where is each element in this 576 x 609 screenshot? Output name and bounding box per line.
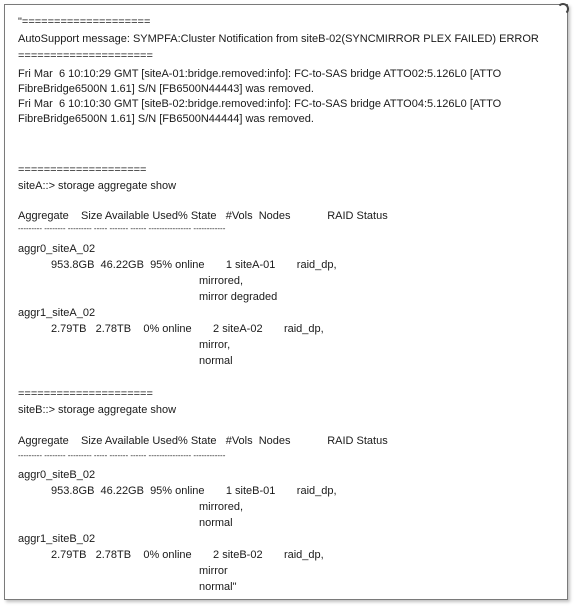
event-line-3: Fri Mar 6 10:10:30 GMT [siteB-02:bridge.removed:info]: FC-to-SAS bridge ATTO04:5.126L0 [ATTO	[18, 98, 502, 110]
siteB-aggr1-status-2: mirror	[199, 565, 228, 577]
subject-separator: =====================	[18, 50, 153, 62]
siteB-table-header: Aggregate Size Available Used% State #Vols Nodes RAID Status	[18, 435, 388, 447]
siteA-aggr0-row: 953.8GB 46.22GB 95% online 1 siteA-01 raid_dp,	[51, 259, 337, 271]
siteB-aggr1-status-3: normal"	[199, 581, 237, 593]
siteA-separator: ====================	[18, 164, 147, 176]
message-frame	[4, 4, 568, 600]
siteB-aggr0-status-2: mirrored,	[199, 501, 244, 513]
siteA-aggr0-status-2: mirrored,	[199, 275, 244, 287]
event-line-1: Fri Mar 6 10:10:29 GMT [siteA-01:bridge.removed:info]: FC-to-SAS bridge ATTO02:5.126L0 [ATTO	[18, 68, 502, 80]
siteA-table-header: Aggregate Size Available Used% State #Vols Nodes RAID Status	[18, 210, 388, 222]
siteB-aggr0-name: aggr0_siteB_02	[18, 469, 96, 481]
siteA-aggr1-status-3: normal	[199, 355, 233, 367]
siteB-aggr0-row: 953.8GB 46.22GB 95% online 1 siteB-01 raid_dp,	[51, 485, 337, 497]
siteA-table-dashes: --------- -------- --------- ----- ------- ------ ---------------- ------------	[18, 224, 226, 233]
siteB-aggr1-row: 2.79TB 2.78TB 0% online 2 siteB-02 raid_dp,	[51, 549, 324, 561]
siteA-aggr0-status-3: mirror degraded	[199, 291, 278, 303]
siteB-table-dashes: --------- -------- --------- ----- ------- ------ ---------------- ------------	[18, 451, 226, 460]
corner-arc-icon	[557, 3, 569, 15]
siteA-aggr1-status-2: mirror,	[199, 339, 231, 351]
siteB-separator: =====================	[18, 388, 153, 400]
siteB-command: siteB::> storage aggregate show	[18, 404, 177, 416]
siteA-command: siteA::> storage aggregate show	[18, 180, 177, 192]
event-line-4: FibreBridge6500N 1.61] S/N [FB6500N44444] was removed.	[18, 113, 314, 125]
siteA-aggr0-name: aggr0_siteA_02	[18, 243, 96, 255]
event-line-2: FibreBridge6500N 1.61] S/N [FB6500N44443] was removed.	[18, 83, 314, 95]
siteB-aggr0-status-3: normal	[199, 517, 233, 529]
siteB-aggr1-name: aggr1_siteB_02	[18, 533, 96, 545]
open-quote-separator: "====================	[18, 16, 151, 28]
autosupport-subject: AutoSupport message: SYMPFA:Cluster Notification from siteB-02(SYNCMIRROR PLEX FAILED) ERROR	[18, 33, 539, 45]
siteA-aggr1-row: 2.79TB 2.78TB 0% online 2 siteA-02 raid_dp,	[51, 323, 324, 335]
siteA-aggr1-name: aggr1_siteA_02	[18, 307, 96, 319]
